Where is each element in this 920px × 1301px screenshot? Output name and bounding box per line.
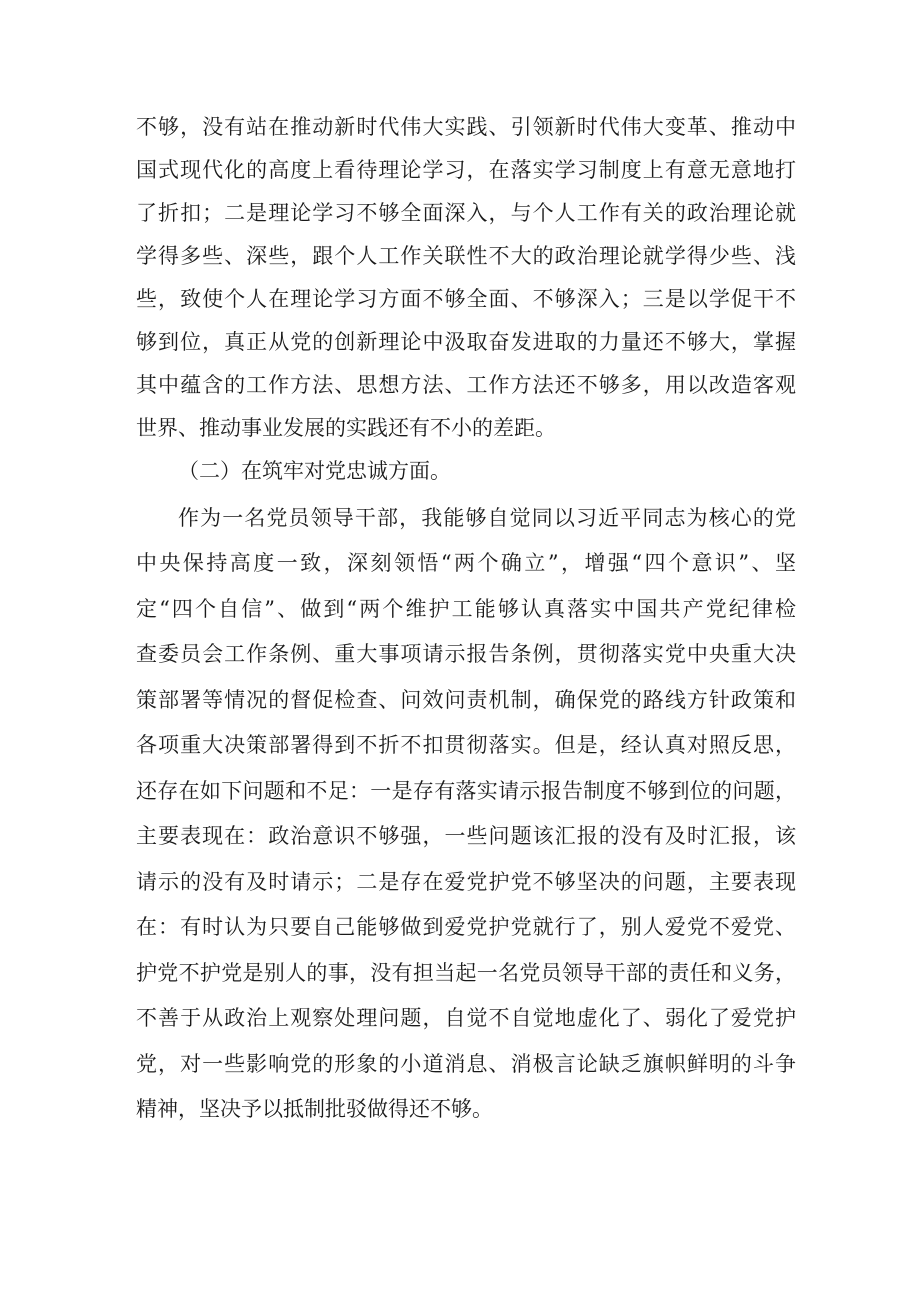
paragraph-2-line-5: 策部署等情况的督促检查、问效问责机制，确保党的路线方针政策和 xyxy=(136,688,796,712)
paragraph-2-line-2: 中央保持高度一致，深刻领悟“两个确立”，增强“四个意识”、坚 xyxy=(136,551,796,575)
paragraph-1-line-8: 世界、推动事业发展的实践还有不小的差距。 xyxy=(136,416,556,440)
paragraph-2-line-9: 请示的没有及时请示；二是存在爱党护党不够坚决的问题，主要表现 xyxy=(136,870,796,894)
paragraph-2-line-7: 还存在如下问题和不足：一是存有落实请示报告制度不够到位的问题， xyxy=(136,779,796,803)
paragraph-2-line-11: 护党不护党是别人的事，没有担当起一名党员领导干部的责任和义务， xyxy=(136,961,796,985)
paragraph-2-line-1: 作为一名党员领导干部，我能够自觉同以习近平同志为核心的党 xyxy=(178,506,796,530)
paragraph-2-line-3: 定“四个自信”、做到“两个维护工能够认真落实中国共产党纪律检 xyxy=(136,597,796,621)
paragraph-2-line-14: 精神，坚决予以抵制批驳做得还不够。 xyxy=(136,1097,493,1121)
paragraph-2-line-12: 不善于从政治上观察处理问题，自觉不自觉地虚化了、弱化了爱党护 xyxy=(136,1006,796,1030)
paragraph-2-line-4: 查委员会工作条例、重大事项请示报告条例，贯彻落实党中央重大决 xyxy=(136,642,796,666)
paragraph-1-line-3: 了折扣；二是理论学习不够全面深入，与个人工作有关的政治理论就 xyxy=(136,201,796,225)
paragraph-2-line-13: 党，对一些影响党的形象的小道消息、消极言论缺乏旗帜鲜明的斗争 xyxy=(136,1052,796,1076)
paragraph-1-line-7: 其中蕴含的工作方法、思想方法、工作方法还不够多，用以改造客观 xyxy=(136,373,796,397)
paragraph-1-line-1: 不够，没有站在推动新时代伟大实践、引领新时代伟大变革、推动中 xyxy=(136,115,796,139)
paragraph-2-line-8: 主要表现在：政治意识不够强，一些问题该汇报的没有及时汇报，该 xyxy=(136,824,796,848)
paragraph-2-line-10: 在：有时认为只要自己能够做到爱党护党就行了，别人爱党不爱党、 xyxy=(136,915,796,939)
section-heading: （二）在筑牢对党忠诚方面。 xyxy=(178,459,451,483)
paragraph-2-line-6: 各项重大决策部署得到不折不扣贯彻落实。但是，经认真对照反思， xyxy=(136,733,796,757)
paragraph-1-line-5: 些，致使个人在理论学习方面不够全面、不够深入；三是以学促干不 xyxy=(136,287,796,311)
paragraph-1-line-2: 国式现代化的高度上看待理论学习，在落实学习制度上有意无意地打 xyxy=(136,158,796,182)
paragraph-1-line-4: 学得多些、深些，跟个人工作关联性不大的政治理论就学得少些、浅 xyxy=(136,244,796,268)
paragraph-1-line-6: 够到位，真正从党的创新理论中汲取奋发进取的力量还不够大，掌握 xyxy=(136,330,796,354)
